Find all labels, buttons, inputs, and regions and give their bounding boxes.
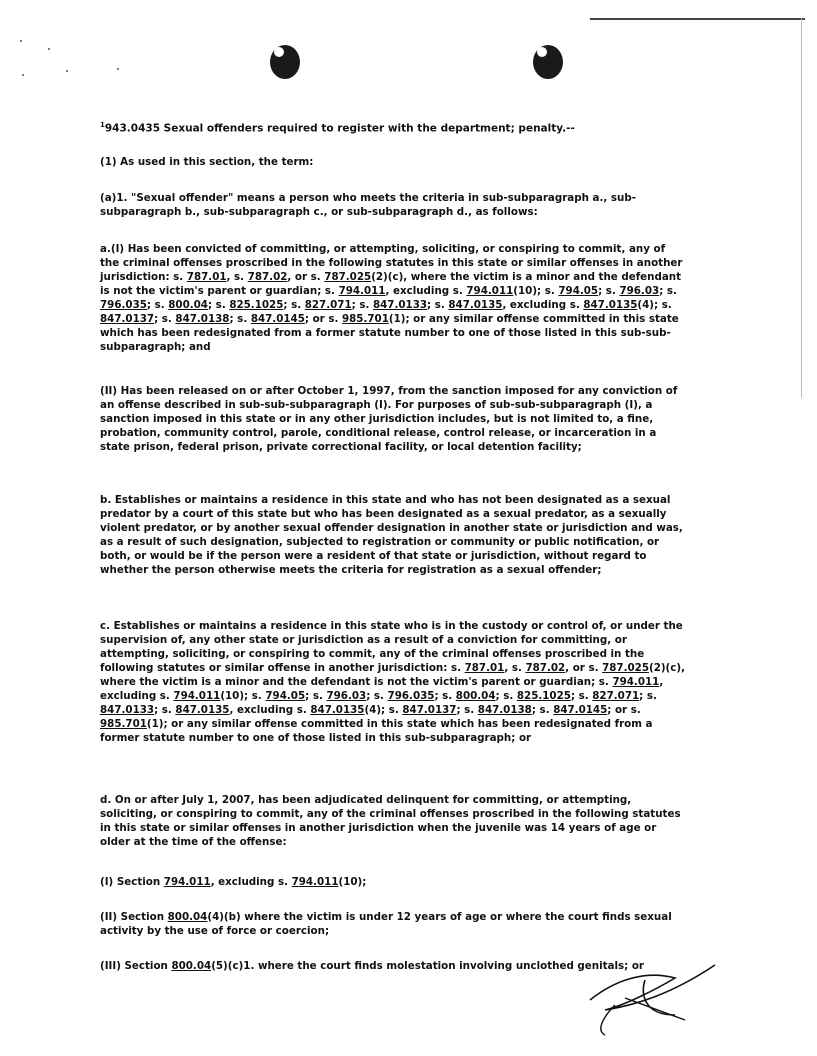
statute-reference-link[interactable]: 825.1025 <box>516 690 571 702</box>
statute-reference-link[interactable]: 825.1025 <box>229 299 284 311</box>
paragraph-text: (10); s. <box>513 285 559 297</box>
statute-title <box>100 121 575 135</box>
paragraph-d-I <box>100 875 366 889</box>
paragraph-text: ; s. <box>351 299 373 311</box>
statute-reference-link[interactable]: 847.0133 <box>100 704 155 716</box>
paragraph-text: (III) Section <box>100 960 172 972</box>
statute-reference-link[interactable]: 796.03 <box>619 285 660 297</box>
statute-reference-link[interactable]: 800.04 <box>167 911 208 923</box>
paragraph-text: b. Establishes or maintains a residence in this state and who has not been designated as a sexual predator by a court of this state but who has been designated as a sexual predator, as a sexually violent predator, or by another sexual offender designation in another state or jurisdiction and was, as a result of such designation, subjected to registration or community or public notification, or both, or would be if the person were a resident of that state or jurisdiction, without regard to whether the person otherwise meets the criteria for registration as a sexual offender; <box>100 494 683 576</box>
paragraph-text: (1); or any similar offense committed in this state which has been redesignated from a former statute number to one of those listed in this sub-sub-subparagraph; and <box>100 313 679 353</box>
paragraph-text: a.(I) Has been convicted of committing, or attempting, soliciting, or conspiring to commit, any of the criminal offenses proscribed in the following statutes in this state or similar offenses in another jurisdiction: s. <box>100 243 683 283</box>
paragraph-text: (2)(c), where the victim is a minor and the defendant is not the victim's parent or guardian; s. <box>100 271 682 297</box>
paragraph-text: , excluding s. <box>229 704 311 716</box>
paragraph-text: ; s. <box>639 690 657 702</box>
paragraph-text: , or s. <box>287 271 325 283</box>
scan-speck <box>48 48 50 50</box>
paragraph-text: ; s. <box>207 299 230 311</box>
paragraph-a-II <box>100 384 685 454</box>
statute-reference-link[interactable]: 787.01 <box>186 271 227 283</box>
paragraph-a-I <box>100 242 685 354</box>
paragraph-d-II <box>100 910 685 938</box>
paragraph-text: , or s. <box>565 662 603 674</box>
paragraph-text: ; s. <box>531 704 554 716</box>
paragraph-a1 <box>100 191 685 219</box>
statute-reference-link[interactable]: 827.071 <box>304 299 352 311</box>
paragraph-text: c. Establishes or maintains a residence in this state who is in the custody or control of, or under the supervision of, any other state or jurisdiction as a result of a conviction for committing, or attempting, soliciting, or conspiring to commit, any of the criminal offenses proscribed in the following statutes or similar offense in another jurisdiction: s. <box>100 620 683 674</box>
paragraph-text: ; s. <box>283 299 305 311</box>
paragraph-text: ; s. <box>366 690 388 702</box>
statute-reference-link[interactable]: 827.071 <box>592 690 640 702</box>
scan-speck <box>20 40 22 42</box>
scan-speck <box>22 74 24 76</box>
paragraph-text: ; s. <box>146 299 169 311</box>
paragraph-text: ; s. <box>456 704 478 716</box>
paragraph-text: (4); s. <box>364 704 403 716</box>
paragraph-text: ; s. <box>598 285 620 297</box>
statute-reference-link[interactable]: 794.011 <box>163 876 211 888</box>
paragraph-1 <box>100 155 313 169</box>
paragraph-text: ; s. <box>570 690 593 702</box>
scan-edge-line <box>590 18 805 20</box>
paragraph-text: (a)1. "Sexual offender" means a person who meets the criteria in sub-subparagraph a., sub-subparagraph b., sub-subparagraph c., or sub-subparagraph d., as follows: <box>100 192 637 218</box>
paragraph-text: (10); s. <box>220 690 266 702</box>
statute-reference-link[interactable]: 985.701 <box>341 313 389 325</box>
statute-reference-link[interactable]: 847.0133 <box>372 299 428 311</box>
paragraph-text: (10); <box>338 876 367 888</box>
paragraph-text: ; or s. <box>304 313 342 325</box>
paragraph-d-III <box>100 959 644 973</box>
statute-reference-link[interactable]: 847.0138 <box>175 313 230 325</box>
statute-reference-link[interactable]: 847.0137 <box>402 704 457 716</box>
statute-reference-link[interactable]: 794.011 <box>291 876 339 888</box>
paragraph-b <box>100 493 685 577</box>
scan-speck <box>66 70 68 72</box>
paragraph-text: (II) Has been released on or after October 1, 1997, from the sanction imposed for any conviction of an offense described in sub-sub-subparagraph (I). For purposes of sub-sub-subparagraph (I), a sanction imposed in this state or in any other jurisdiction includes, but is not limited to, a fine, probation, community control, parole, conditional release, control release, or incarceration in a state prison, federal prison, private correctional facility, or local detention facility; <box>100 385 678 453</box>
handwritten-signature <box>585 960 720 1040</box>
scan-speck <box>117 68 119 70</box>
paragraph-text: , excluding s. <box>502 299 584 311</box>
statute-reference-link[interactable]: 800.04 <box>171 960 212 972</box>
paragraph-text: (II) Section <box>100 911 168 923</box>
paragraph-text: , s. <box>226 271 248 283</box>
paragraph-text: ; s. <box>495 690 517 702</box>
paragraph-text: ; s. <box>434 690 456 702</box>
paragraph-text: (2)(c), where the victim is a minor and the defendant is not the victim's parent or guardian; s. <box>100 662 685 688</box>
statute-reference-link[interactable]: 794.011 <box>612 676 660 688</box>
statute-reference-link[interactable]: 796.03 <box>326 690 367 702</box>
footnote-marker: 1 <box>100 121 105 129</box>
statute-reference-link[interactable]: 847.0137 <box>100 313 155 325</box>
statute-reference-link[interactable]: 800.04 <box>168 299 208 311</box>
paragraph-text: ; s. <box>427 299 449 311</box>
paragraph-text: , excluding s. <box>385 285 467 297</box>
statute-reference-link[interactable]: 796.035 <box>100 299 147 311</box>
statute-reference-link[interactable]: 800.04 <box>455 690 496 702</box>
paragraph-text: ; s. <box>154 704 176 716</box>
paragraph-text: ; or s. <box>607 704 641 716</box>
paragraph-text: ; s. <box>154 313 176 325</box>
paragraph-text: , excluding s. <box>100 676 664 702</box>
paragraph-text: (5)(c)1. where the court finds molestation involving unclothed genitals; or <box>211 960 644 972</box>
paragraph-text: (1) As used in this section, the term: <box>100 156 314 168</box>
statute-heading: 943.0435 Sexual offenders required to register with the department; penalty.-- <box>104 122 575 135</box>
scan-edge-line-vertical <box>801 18 802 398</box>
statute-reference-link[interactable]: 794.05 <box>558 285 599 297</box>
paragraph-text: ; s. <box>305 690 327 702</box>
paragraph-text: d. On or after July 1, 2007, has been adjudicated delinquent for committing, or attempting, soliciting, or conspiring to commit, any of the criminal offenses proscribed in the following statutes in this state or similar offenses in another jurisdiction when the juvenile was 14 years of age or older at the time of the offense: <box>100 794 681 848</box>
statute-reference-link[interactable]: 847.0145 <box>553 704 608 716</box>
punch-hole <box>270 45 300 79</box>
statute-reference-link[interactable]: 787.02 <box>247 271 288 283</box>
statute-reference-link[interactable]: 847.0135 <box>310 704 365 716</box>
statute-reference-link[interactable]: 847.0145 <box>250 313 305 325</box>
statute-reference-link[interactable]: 985.701 <box>100 718 147 730</box>
paragraph-text: ; s. <box>659 285 677 297</box>
paragraph-d <box>100 793 685 849</box>
statute-reference-link[interactable]: 796.035 <box>387 690 435 702</box>
statute-reference-link[interactable]: 787.025 <box>324 271 372 283</box>
paragraph-text: ; s. <box>229 313 251 325</box>
statute-reference-link[interactable]: 787.01 <box>464 662 505 674</box>
statute-reference-link[interactable]: 787.025 <box>602 662 649 674</box>
paragraph-text: (4)(b) where the victim is under 12 years of age or where the court finds sexual activity by the use of force or coercion; <box>100 911 672 937</box>
punch-hole <box>533 45 563 79</box>
paragraph-text: , s. <box>504 662 526 674</box>
statute-reference-link[interactable]: 847.0135 <box>175 704 230 716</box>
paragraph-text: , excluding s. <box>210 876 292 888</box>
statute-reference-link[interactable]: 794.011 <box>338 285 386 297</box>
statute-reference-link[interactable]: 847.0135 <box>448 299 503 311</box>
paragraph-text: (4); s. <box>637 299 672 311</box>
paragraph-text: (1); or any similar offense committed in this state which has been redesignated from a former statute number to one of those listed in this sub-subparagraph; or <box>100 718 653 744</box>
statute-reference-link[interactable]: 847.0138 <box>477 704 532 716</box>
statute-reference-link[interactable]: 787.02 <box>525 662 566 674</box>
statute-reference-link[interactable]: 794.011 <box>466 285 514 297</box>
paragraph-c <box>100 619 685 745</box>
paragraph-text: (I) Section <box>100 876 164 888</box>
statute-reference-link[interactable]: 794.011 <box>173 690 221 702</box>
statute-reference-link[interactable]: 794.05 <box>265 690 306 702</box>
statute-reference-link[interactable]: 847.0135 <box>583 299 638 311</box>
